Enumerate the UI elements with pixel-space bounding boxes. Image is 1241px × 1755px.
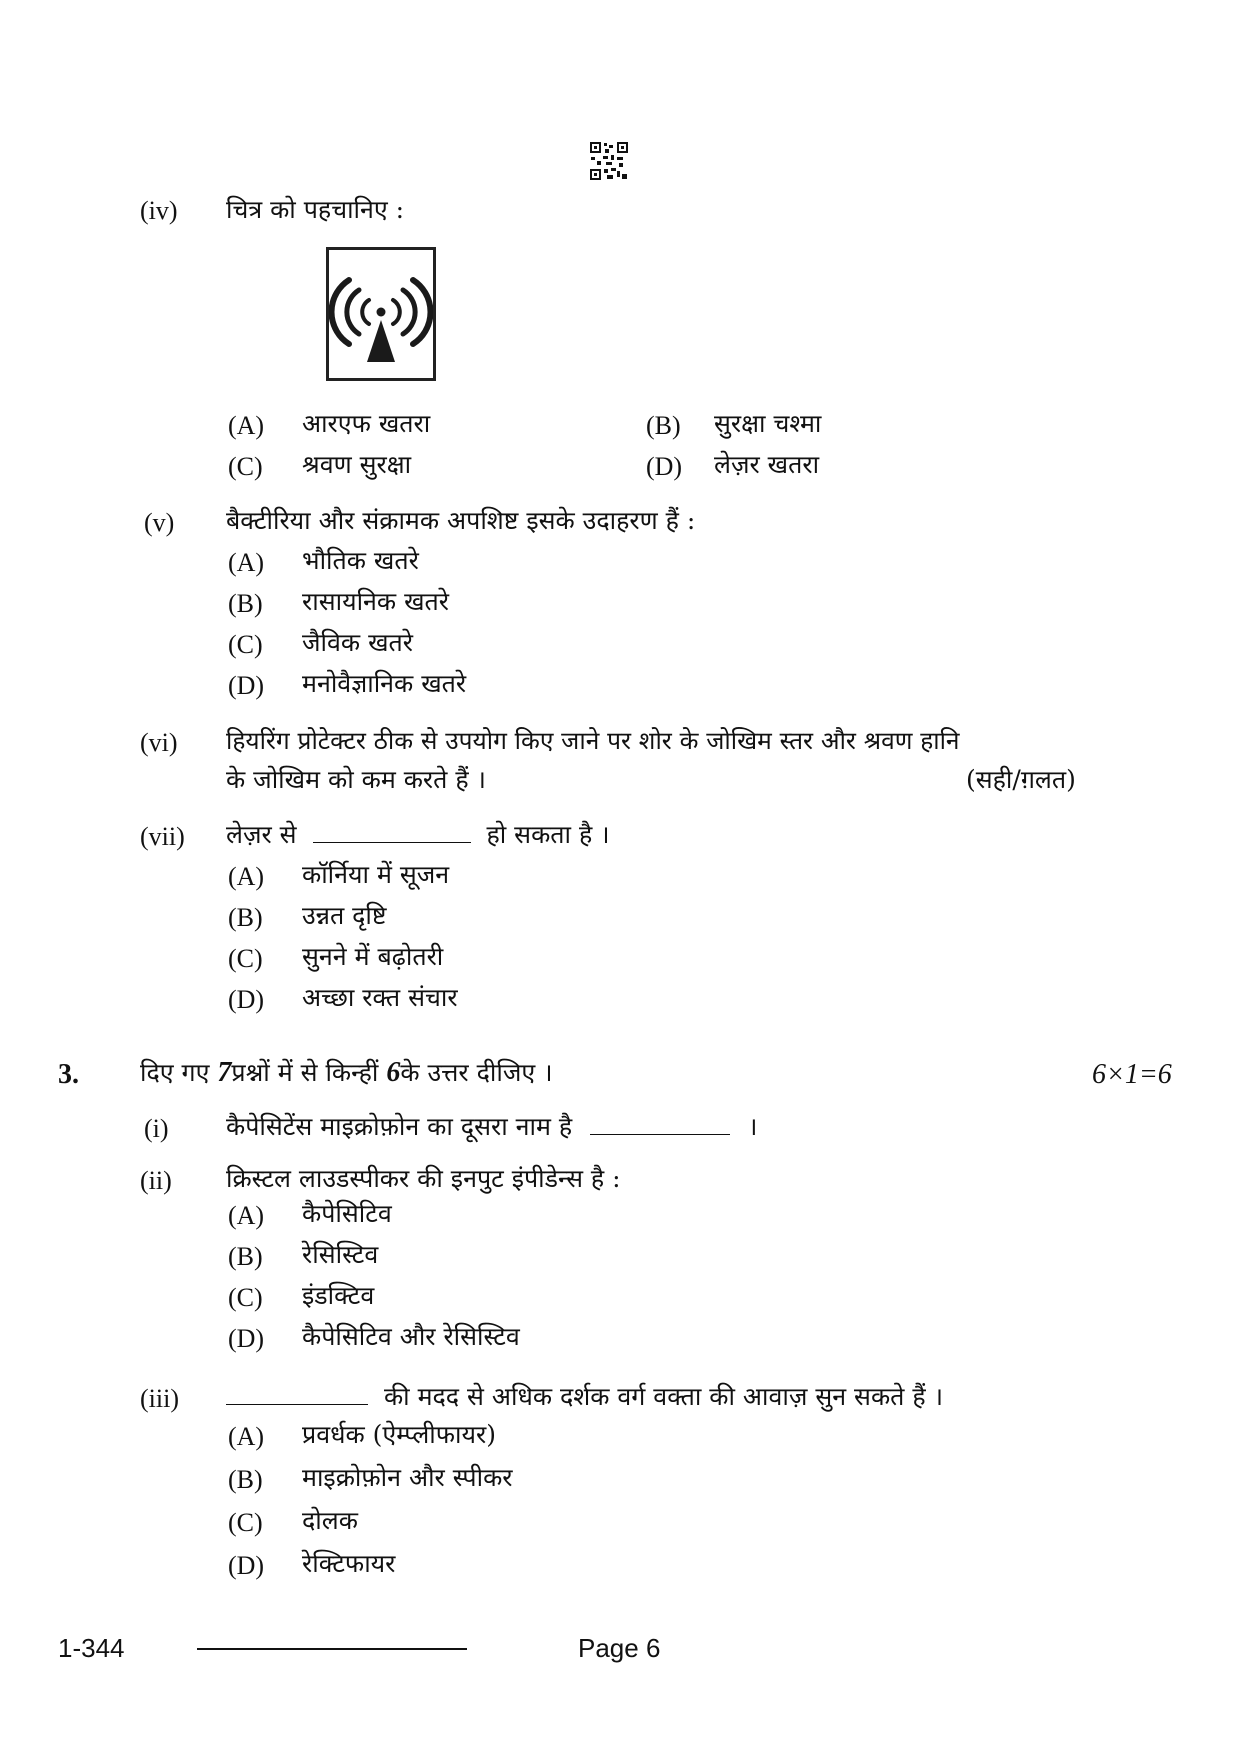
option-label: (A) (228, 411, 265, 440)
answer-blank (226, 1403, 368, 1405)
question-text-line1: हियरिंग प्रोटेक्टर ठीक से उपयोग किए जाने पर शोर के जोखिम स्तर और श्रवण हानि (226, 726, 960, 755)
question-text-pre: कैपेसिटेंस माइक्रोफ़ोन का दूसरा नाम है (226, 1112, 573, 1141)
paper-code: 1-344 (58, 1633, 125, 1663)
question-number: (ii) (140, 1166, 172, 1195)
option-text: कैपेसिटिव (302, 1199, 392, 1228)
option-label: (D) (228, 985, 265, 1014)
option-label: (A) (228, 862, 265, 891)
footer-divider (197, 1648, 467, 1650)
option-label: (C) (228, 1283, 263, 1312)
instruction-count-total: 7 (217, 1057, 232, 1088)
question-text: चित्र को पहचानिए : (226, 195, 405, 224)
rf-radiation-hazard-icon (326, 247, 436, 381)
option-text: जैविक खतरे (302, 628, 413, 657)
option-text: आरएफ खतरा (302, 409, 431, 438)
question-3-instruction (140, 1058, 553, 1088)
instruction-mid: प्रश्नों में से किन्हीं (231, 1058, 379, 1087)
option-text: रेक्टिफायर (302, 1549, 396, 1578)
question-number: (iii) (140, 1384, 179, 1413)
option-text: उन्नत दृष्टि (302, 901, 387, 930)
question-text (226, 1112, 758, 1142)
option-text: कॉर्निया में सूजन (302, 860, 450, 889)
option-label: (B) (228, 903, 263, 932)
instruction-pre: दिए गए (140, 1058, 210, 1087)
option-text: सुनने में बढ़ोतरी (302, 942, 444, 971)
option-label: (D) (228, 1324, 265, 1353)
question-text: बैक्टीरिया और संक्रामक अपशिष्ट इसके उदाहरण हैं : (226, 506, 696, 535)
page-number: Page 6 (578, 1633, 661, 1663)
question-text-line2: के जोखिम को कम करते हैं । (226, 765, 487, 794)
option-label: (B) (228, 589, 263, 618)
question-number: (v) (144, 508, 175, 537)
option-label: (A) (228, 548, 265, 577)
question-number: (i) (144, 1114, 169, 1143)
option-label: (B) (228, 1242, 263, 1271)
option-label: (C) (228, 1508, 263, 1537)
answer-blank (313, 841, 471, 843)
option-text: मनोवैज्ञानिक खतरे (302, 669, 467, 698)
question-text: क्रिस्टल लाउडस्पीकर की इनपुट इंपीडेन्स है : (226, 1164, 621, 1193)
question-text-post: हो सकता है । (486, 820, 610, 849)
option-label: (B) (646, 411, 681, 440)
option-label: (B) (228, 1465, 263, 1494)
option-label: (C) (228, 452, 263, 481)
qr-code-icon (589, 141, 629, 181)
question-text-post: । (748, 1112, 758, 1141)
option-text: माइक्रोफ़ोन और स्पीकर (302, 1463, 513, 1492)
option-label: (A) (228, 1422, 265, 1451)
true-false-label: (सही/ग़लत) (966, 765, 1076, 794)
option-text: अच्छा रक्त संचार (302, 983, 458, 1012)
question-number: (iv) (140, 196, 178, 225)
option-label: (C) (228, 630, 263, 659)
option-text: कैपेसिटिव और रेसिस्टिव (302, 1322, 520, 1351)
question-number: (vii) (140, 822, 185, 851)
option-text: सुरक्षा चश्मा (714, 409, 822, 438)
option-text: लेज़र खतरा (714, 450, 820, 479)
option-text: दोलक (302, 1506, 358, 1535)
question-text (226, 1382, 943, 1412)
option-text: रासायनिक खतरे (302, 587, 449, 616)
marks-allocation: 6×1=6 (1092, 1059, 1172, 1090)
option-text: प्रवर्धक (ऐम्प्लीफायर) (302, 1420, 497, 1449)
question-text-post: की मदद से अधिक दर्शक वर्ग वक्ता की आवाज़ सुन सकते हैं । (383, 1382, 944, 1411)
option-label: (D) (228, 1551, 265, 1580)
question-text-pre: लेज़र से (226, 820, 297, 849)
instruction-count-attempt: 6 (386, 1057, 401, 1088)
option-text: भौतिक खतरे (302, 546, 419, 575)
option-text: श्रवण सुरक्षा (302, 450, 412, 479)
option-label: (D) (646, 452, 683, 481)
option-text: इंडक्टिव (302, 1281, 375, 1310)
option-label: (A) (228, 1201, 265, 1230)
question-number: (vi) (140, 728, 178, 757)
option-label: (D) (228, 671, 265, 700)
option-label: (C) (228, 944, 263, 973)
question-text (226, 820, 610, 850)
instruction-post: के उत्तर दीजिए । (400, 1058, 553, 1087)
question-3-number: 3. (58, 1059, 79, 1090)
answer-blank (590, 1133, 730, 1135)
option-text: रेसिस्टिव (302, 1240, 379, 1269)
